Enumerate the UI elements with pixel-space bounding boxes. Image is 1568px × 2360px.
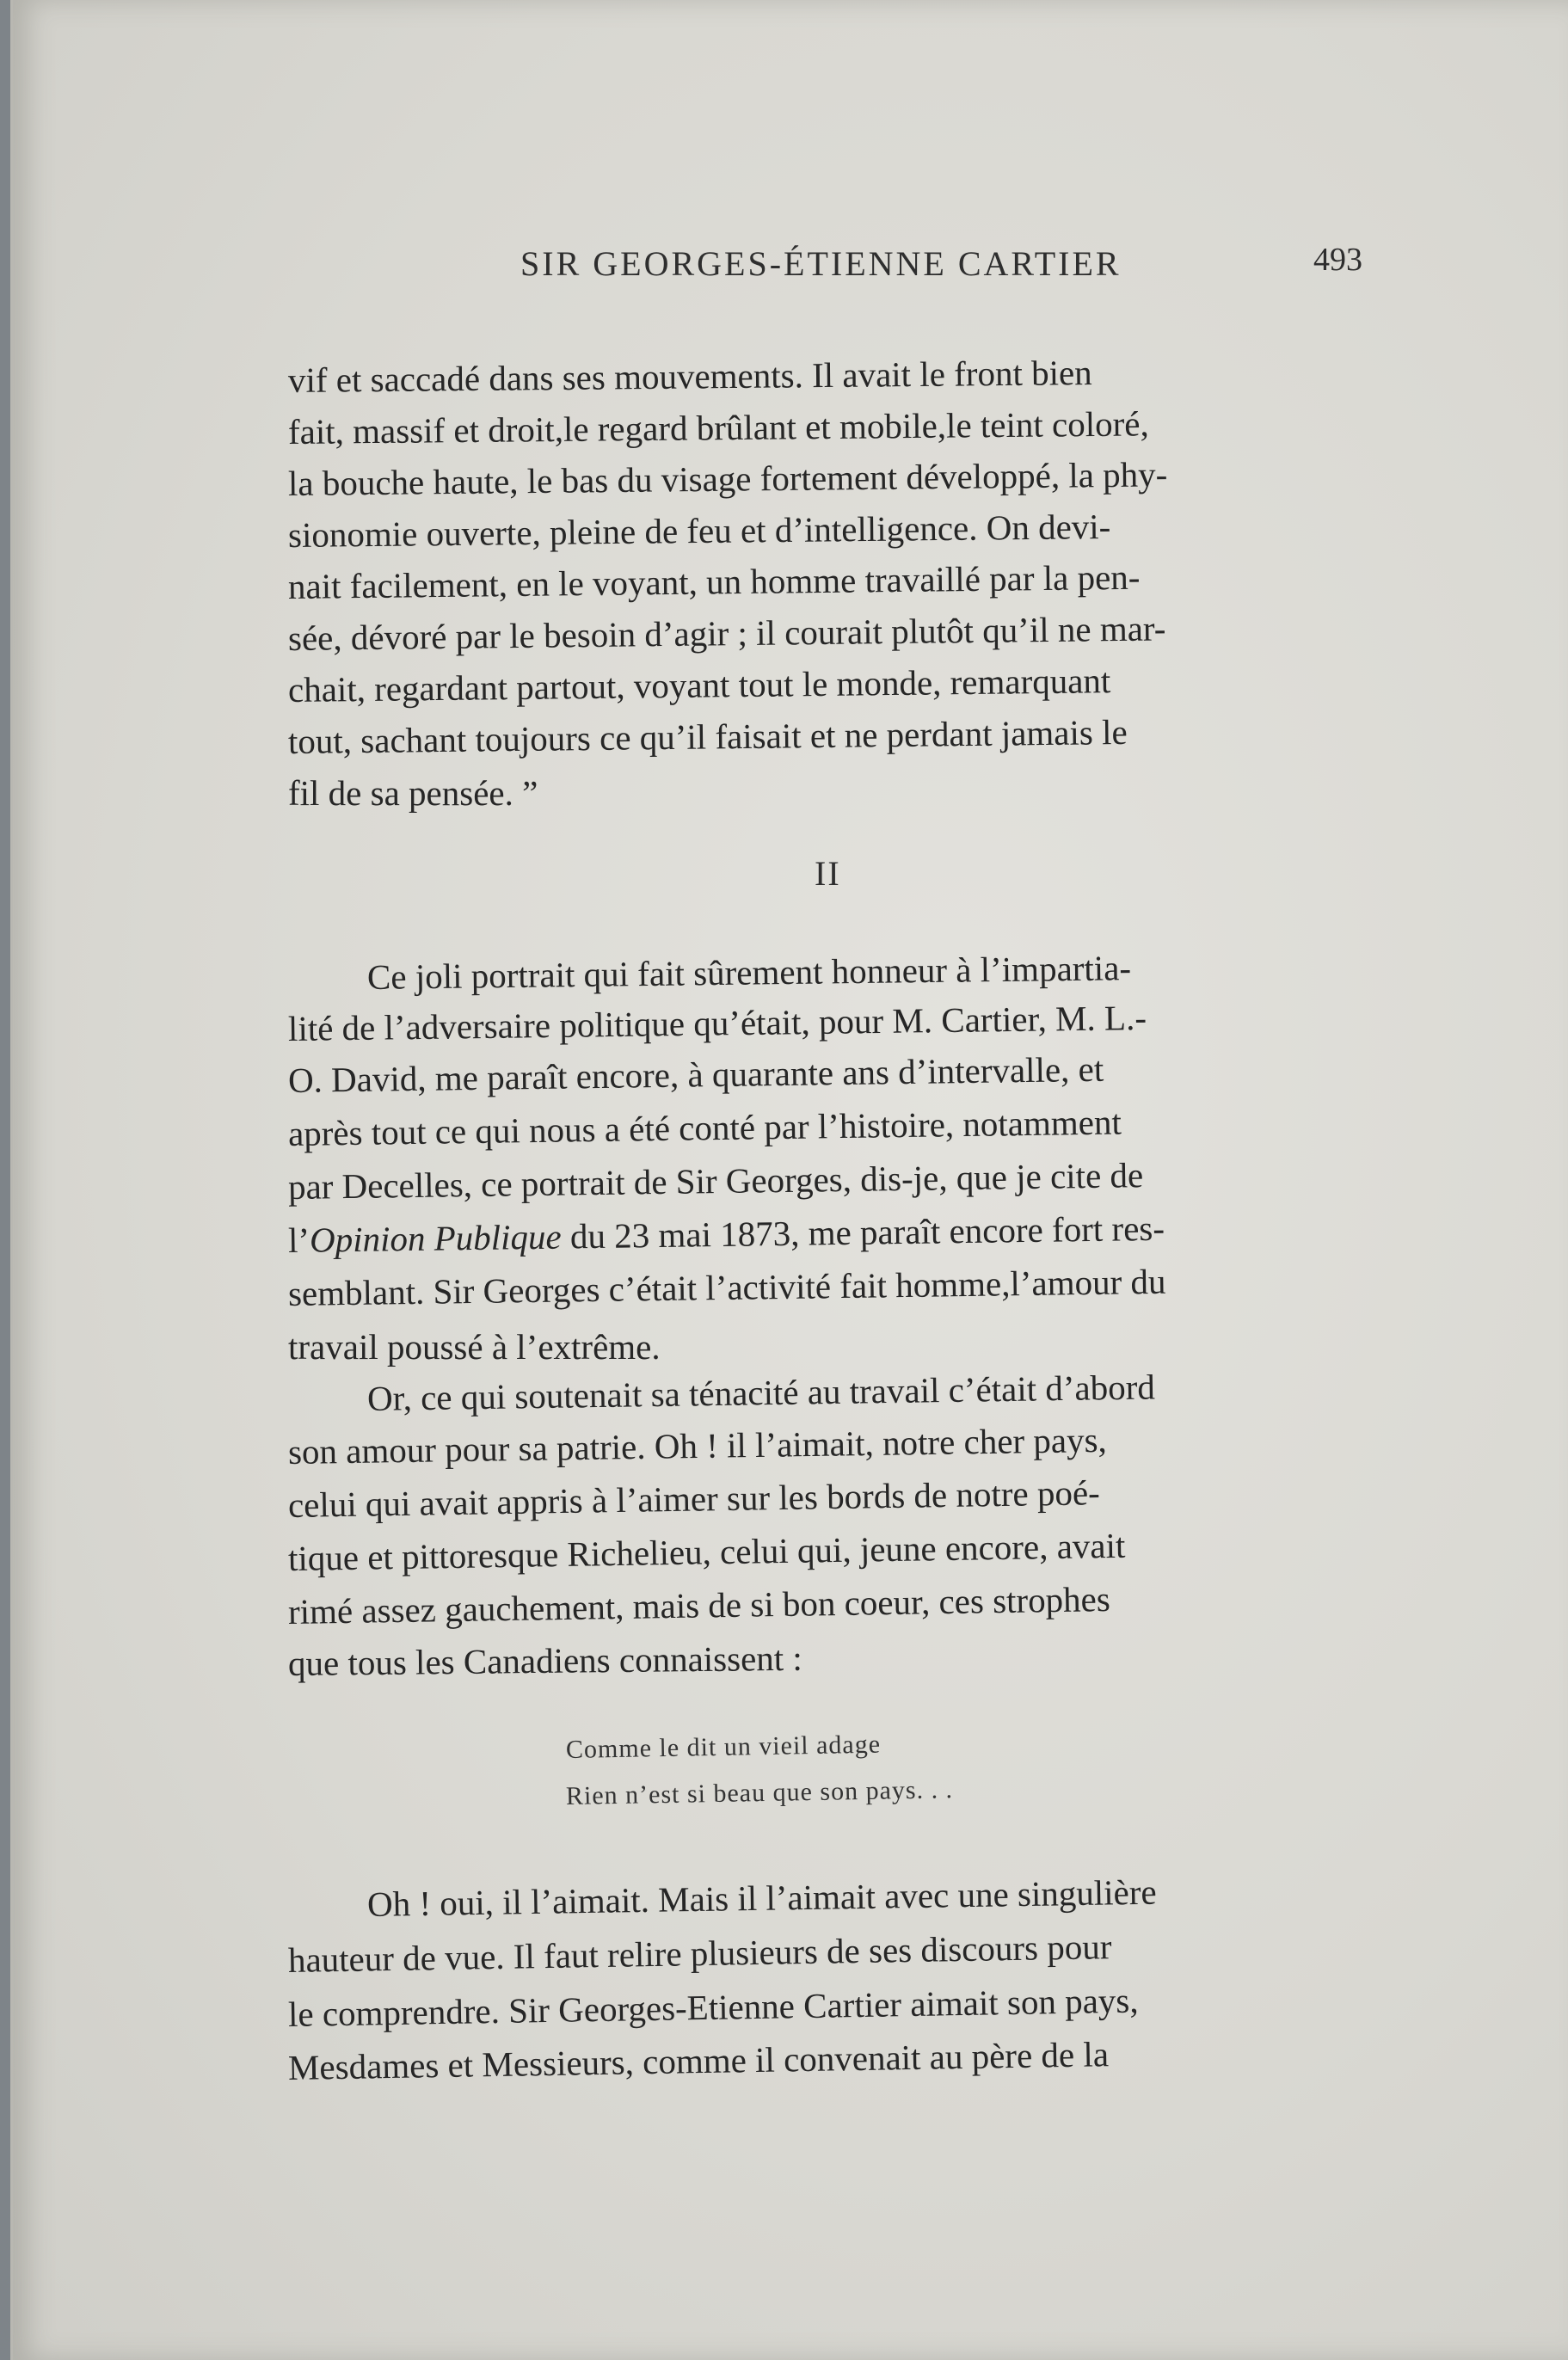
text-line: vif et saccadé dans ses mouvements. Il avait le front bien bbox=[287, 353, 1092, 400]
page-number: 493 bbox=[1313, 242, 1362, 278]
text-span: du 23 mai 1873, me paraît encore fort res- bbox=[561, 1208, 1165, 1257]
text-span: l’ bbox=[287, 1220, 311, 1260]
text-line bbox=[288, 1208, 1165, 1261]
text-line: fil de sa pensée. ” bbox=[288, 773, 538, 813]
italic-title: Opinion Publique bbox=[309, 1216, 563, 1260]
verse-line: Rien n’est si beau que son pays. . . bbox=[565, 1775, 954, 1810]
text-line: fait, massif et droit,le regard brûlant et mobile,le teint coloré, bbox=[287, 403, 1149, 452]
text-line: la bouche haute, le bas du visage fortement développé, la phy- bbox=[287, 454, 1168, 503]
book-page bbox=[10, 0, 1568, 2360]
text-line: après tout ce qui nous a été conté par l’histoire, notamment bbox=[287, 1102, 1122, 1153]
text-line: semblant. Sir Georges c’était l’activité fait homme,l’amour du bbox=[287, 1261, 1166, 1313]
section-heading: II bbox=[815, 854, 841, 893]
text-line: sée, dévoré par le besoin d’agir ; il courait plutôt qu’il ne mar- bbox=[287, 608, 1166, 658]
verse-line: Comme le dit un vieil adage bbox=[565, 1730, 882, 1764]
text-line: celui qui avait appris à l’aimer sur les bords de notre poé- bbox=[287, 1472, 1101, 1525]
text-line: Ce joli portrait qui fait sûrement honneur à l’impartia- bbox=[366, 948, 1132, 997]
text-line: son amour pour sa patrie. Oh ! il l’aimait, notre cher pays, bbox=[287, 1419, 1108, 1472]
text-line: chait, regardant partout, voyant tout le monde, remarquant bbox=[287, 661, 1111, 710]
text-line: tique et pittoresque Richelieu, celui qui, jeune encore, avait bbox=[287, 1525, 1126, 1578]
text-line: Mesdames et Messieurs, comme il convenait au père de la bbox=[287, 2034, 1110, 2087]
running-title: SIR GEORGES-ÉTIENNE CARTIER bbox=[520, 244, 1122, 283]
text-line: lité de l’adversaire politique qu’était, pour M. Cartier, M. L.- bbox=[287, 997, 1147, 1048]
text-line: rimé assez gauchement, mais de si bon coeur, ces strophes bbox=[287, 1578, 1111, 1632]
text-line: travail poussé à l’extrême. bbox=[288, 1327, 661, 1367]
text-line: nait facilement, en le voyant, un homme travaillé par la pen- bbox=[287, 556, 1141, 606]
text-line: que tous les Canadiens connaissent : bbox=[287, 1638, 803, 1683]
text-line: le comprendre. Sir Georges-Etienne Cartier aimait son pays, bbox=[287, 1980, 1139, 2034]
text-line: tout, sachant toujours ce qu’il faisait et ne perdant jamais le bbox=[287, 711, 1128, 761]
text-line: sionomie ouverte, pleine de feu et d’intelligence. On devi- bbox=[287, 506, 1111, 555]
text-line: hauteur de vue. Il faut relire plusieurs de ses discours pour bbox=[287, 1927, 1112, 1980]
text-line: Or, ce qui soutenait sa ténacité au travail c’était d’abord bbox=[366, 1367, 1156, 1418]
text-line: O. David, me paraît encore, à quarante ans d’intervalle, et bbox=[287, 1048, 1104, 1100]
text-line: Oh ! oui, il l’aimait. Mais il l’aimait avec une singulière bbox=[366, 1871, 1157, 1924]
text-line: par Decelles, ce portrait de Sir Georges, dis-je, que je cite de bbox=[287, 1155, 1144, 1207]
